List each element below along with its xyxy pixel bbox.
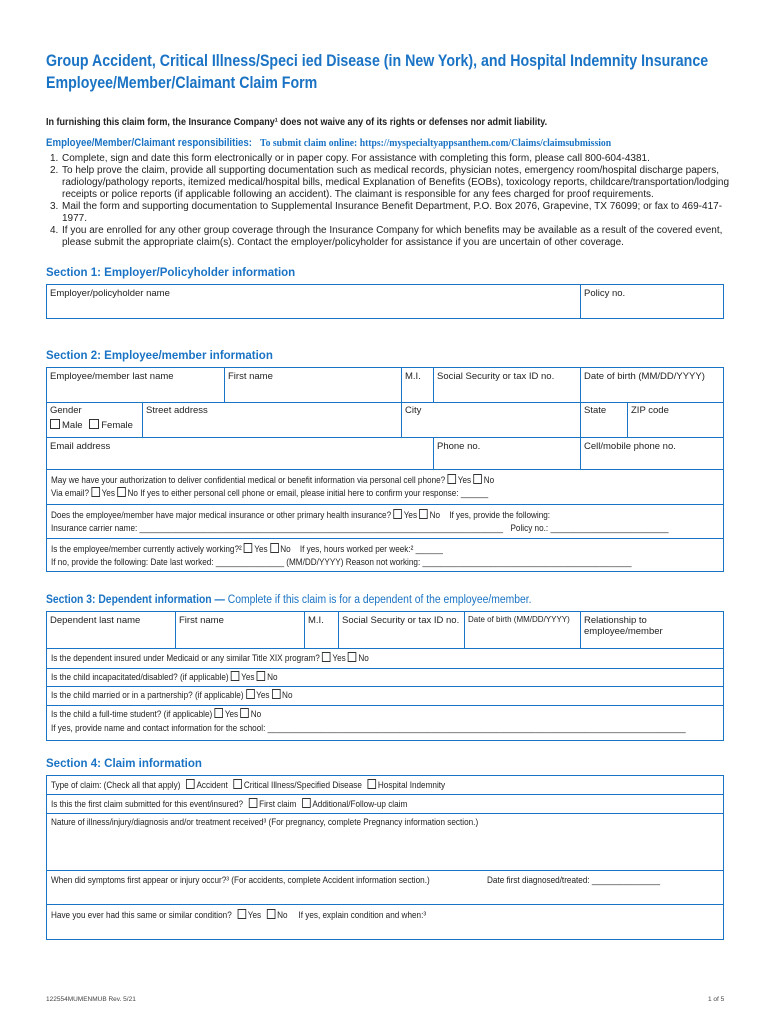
disclaimer: In furnishing this claim form, the Insurance Company¹ does not waive any of its rights or defenses nor admit liability. [46,116,548,128]
major-medical-question: Does the employee/member have major medical insurance or other primary health insurance? Yes No If yes, provide the following: [51,510,551,521]
section2-box [46,367,724,572]
symptoms-field[interactable]: When did symptoms first appear or injury occur?³ (For accidents, complete Accident information section.) [51,875,430,886]
dependent-dob-field[interactable]: Date of birth (MM/DD/YYYY) [468,615,570,624]
carrier-policy-field[interactable]: Policy no.: __________________________ [510,523,669,534]
section1-box [46,284,724,319]
followup-claim-checkbox[interactable] [302,798,311,808]
relationship-field[interactable]: Relationship to employee/member [584,615,663,637]
female-checkbox[interactable] [89,419,99,429]
dependent-ssn-field[interactable]: Social Security or tax ID no. [342,615,460,626]
first-claim-checkbox[interactable] [249,798,258,808]
critical-illness-checkbox[interactable] [233,779,242,789]
auth-email-yes-checkbox[interactable] [91,487,100,497]
dependent-mi-field[interactable]: M.I. [308,615,324,626]
incapacitated-question: Is the child incapacitated/disabled? (if applicable) Yes No [51,672,278,683]
date-diagnosed-field[interactable]: Date first diagnosed/treated: _______________ [487,875,661,886]
auth-phone-no-checkbox[interactable] [473,474,482,484]
school-line [51,723,770,734]
responsibilities-header [46,137,688,149]
instruction-step: 4. If you are enrolled for any other group coverage through the Insurance Company for which benefits may be available as a result of the covered event, please submit the appropriate claim(s). Contact the employer/policyholder for assistance if you are uncertain of other coverage. [50,225,723,248]
student-no-checkbox[interactable] [240,708,249,718]
cell-phone-field[interactable]: Cell/mobile phone no. [584,441,676,452]
dependent-last-name-field[interactable]: Dependent last name [50,615,141,626]
student-question: Is the child a full-time student? (if applicable) Yes No [51,709,262,720]
same-condition-row: Have you ever had this same or similar condition? Yes No If yes, explain condition and when:³ [51,910,427,921]
instruction-list [50,153,740,249]
nature-of-illness-field[interactable]: Nature of illness/injury/diagnosis and/or treatment received³ (For pregnancy, complete Pregnancy information section.) [51,817,479,828]
gender-options: Male Female [50,419,133,431]
phone-field[interactable]: Phone no. [437,441,481,452]
section3-heading: Section 3: Dependent information — Complete if this claim is for a dependent of the employee/member. [46,594,532,606]
section3-box [46,611,724,741]
not-working-field[interactable]: If no, provide the following: Date last worked: _______________ (MM/DD/YYYY) Reason not working: ______________________________________________ [51,557,632,568]
form-title [46,50,709,94]
school-field[interactable]: If yes, provide name and contact information for the school: ____________________________________________________________________________________________ [51,723,686,734]
carrier-line [51,523,769,534]
accident-checkbox[interactable] [186,779,195,789]
gender-label: Gender [50,405,82,416]
section1-heading: Section 1: Employer/Policyholder information [46,267,296,279]
state-field[interactable]: State [584,405,607,416]
hours-worked-field[interactable]: If yes, hours worked per week:² ______ [299,544,443,555]
responsibilities-heading: Employee/Member/Claimant responsibilities: [46,137,253,149]
auth-phone-yes-checkbox[interactable] [447,474,456,484]
email-field[interactable]: Email address [50,441,111,452]
same-condition-no-checkbox[interactable] [267,909,276,919]
employee-ssn-field[interactable]: Social Security or tax ID no. [437,371,555,382]
male-checkbox[interactable] [50,419,60,429]
carrier-name-field[interactable]: Insurance carrier name: ________________________________________________________________________________ [51,523,504,534]
married-no-checkbox[interactable] [272,689,281,699]
major-medical-yes-checkbox[interactable] [393,509,402,519]
active-working-yes-checkbox[interactable] [244,543,253,553]
active-working-question: Is the employee/member currently actively working?² Yes No If yes, hours worked per week:² ______ [51,544,443,555]
student-yes-checkbox[interactable] [214,708,223,718]
city-field[interactable]: City [405,405,422,416]
auth-question: May we have your authorization to deliver confidential medical or benefit information via personal cell phone? Yes No [51,475,495,486]
dependent-first-name-field[interactable]: First name [179,615,224,626]
incapacitated-yes-checkbox[interactable] [231,671,240,681]
explain-condition-field[interactable]: If yes, explain condition and when:³ [298,910,427,921]
section2-heading: Section 2: Employee/member information [46,350,273,362]
instruction-step: 3. Mail the form and supporting documentation to Supplemental Insurance Benefit Department, P.O. Box 2076, Grapevine, TX 76099; or fax to 469-417-1977. [50,201,723,224]
title-line-1: Group Accident, Critical Illness/Speci ied Disease (in New York), and Hospital Indemnity Insurance [46,52,709,70]
married-question: Is the child married or in a partnership? (if applicable) Yes No [51,690,293,701]
medicaid-no-checkbox[interactable] [348,652,357,662]
active-working-no-checkbox[interactable] [270,543,279,553]
incapacitated-no-checkbox[interactable] [257,671,266,681]
title-line-2: Employee/Member/Claimant Claim Form [46,74,318,92]
policy-no-field[interactable]: Policy no. [584,288,626,299]
employee-last-name-field[interactable]: Employee/member last name [50,371,174,382]
employee-mi-field[interactable]: M.I. [405,371,421,382]
employee-dob-field[interactable]: Date of birth (MM/DD/YYYY) [584,371,705,382]
page-number: 1 of 5 [708,996,725,1003]
not-working-line [51,557,726,568]
online-claim-link[interactable]: To submit claim online: https://myspecialtyappsanthem.com/Claims/claimsubmission [260,137,612,149]
auth-email-question: Via email? Yes No If yes to either personal cell phone or email, please initial here to confirm your response: ______ [51,488,489,499]
medicaid-question: Is the dependent insured under Medicaid or any similar Title XIX program? Yes No [51,653,369,664]
form-code: 122554MUMENMUB Rev. 5/21 [46,996,136,1003]
instruction-step: 2. To help prove the claim, provide all supporting documentation such as medical records, physician notes, emergency room/hospital discharge papers, radiology/pathology reports, itemized medical/hospital bills, medical Explanation of Benefits (EOBs), toxicology reports, childcare/transportation/lodging receipts or police reports (if applicable following an accident). The claimant is responsible for any fees charged for proof requirements. [50,165,730,200]
section4-box [46,775,724,940]
hospital-indemnity-checkbox[interactable] [368,779,377,789]
zip-field[interactable]: ZIP code [631,405,669,416]
employee-first-name-field[interactable]: First name [228,371,273,382]
employer-name-field[interactable]: Employer/policyholder name [50,288,170,299]
instruction-step: 1. Complete, sign and date this form electronically or in paper copy. For assistance with completing this form, please call 800-604-4381. [50,153,650,164]
section4-heading: Section 4: Claim information [46,758,202,770]
major-medical-no-checkbox[interactable] [419,509,428,519]
married-yes-checkbox[interactable] [246,689,255,699]
claim-type-row: Type of claim: (Check all that apply) Accident Critical Illness/Specified Disease Hospital Indemnity [51,780,446,791]
medicaid-yes-checkbox[interactable] [322,652,331,662]
first-claim-row: Is this the first claim submitted for this event/insured? First claim Additional/Follow-up claim [51,799,408,810]
street-address-field[interactable]: Street address [146,405,208,416]
auth-email-no-checkbox[interactable] [117,487,126,497]
same-condition-yes-checkbox[interactable] [237,909,246,919]
